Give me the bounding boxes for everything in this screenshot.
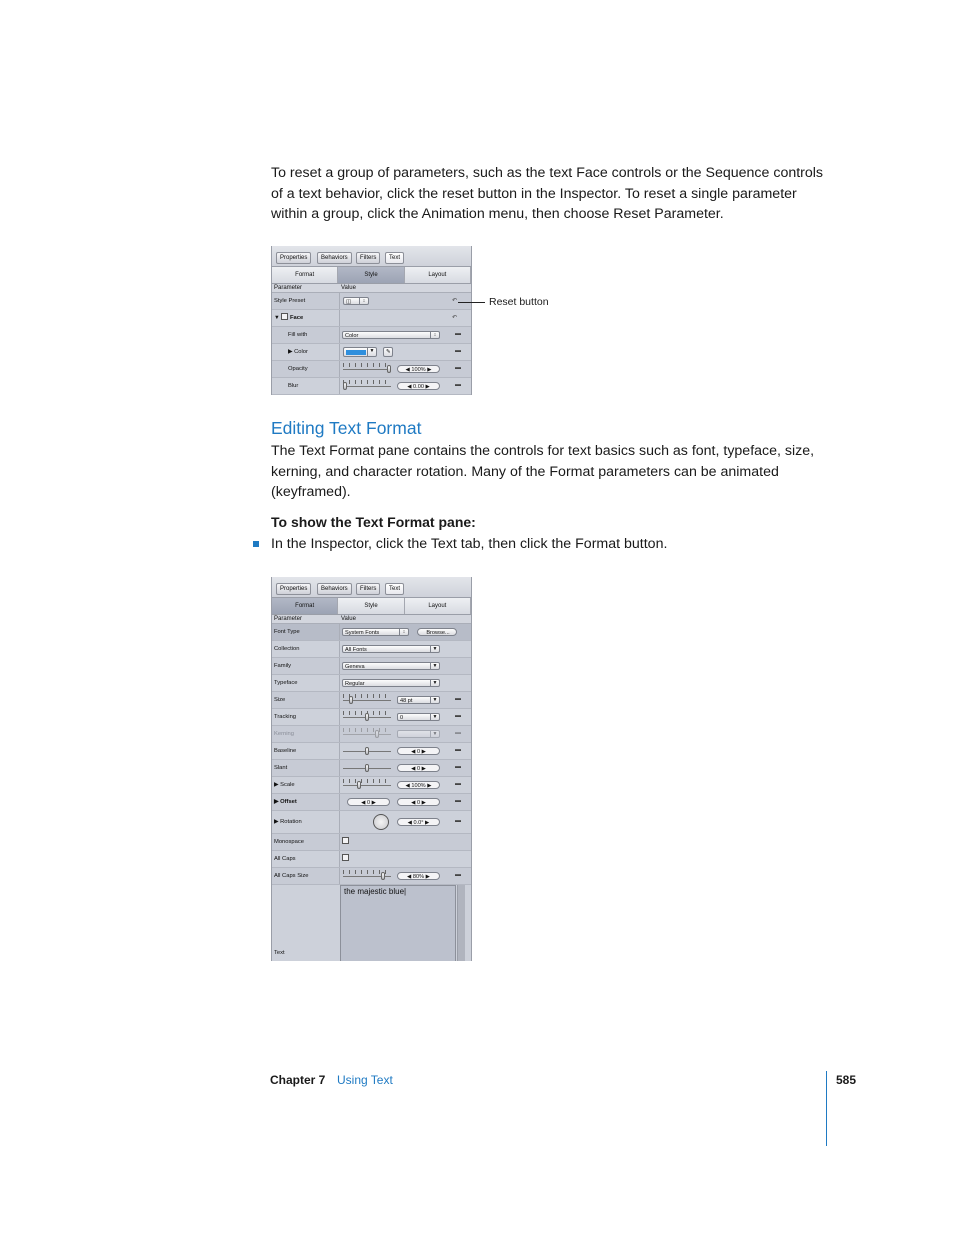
- scale-slider[interactable]: [343, 779, 391, 789]
- offset-label-wrap: ▶ Offset: [274, 799, 297, 805]
- blur-value-field[interactable]: ◀ 0.00 ▶: [397, 382, 440, 390]
- format-button[interactable]: Format: [272, 267, 338, 283]
- tab-properties[interactable]: Properties: [276, 252, 311, 264]
- page-number: 585: [836, 1073, 857, 1087]
- inspector-tab-bar: [272, 577, 471, 597]
- tab-filters[interactable]: Filters: [356, 583, 380, 595]
- text-entry-field[interactable]: the majestic blue|: [340, 885, 456, 961]
- scale-label-wrap: ▶ Scale: [274, 782, 295, 788]
- section-paragraph: The Text Format pane contains the controls for text basics such as font, typeface, size, kerning, and character rotation. Many of the Format parameters can be animated (keyframed).: [271, 443, 815, 500]
- all-caps-checkbox[interactable]: [342, 854, 349, 861]
- offset-animation-icon[interactable]: ▬: [455, 798, 461, 804]
- row-opacity: [272, 361, 471, 378]
- text-scrollbar[interactable]: [457, 885, 465, 961]
- style-preset-label: Style Preset: [274, 298, 306, 304]
- scale-value: 100%: [411, 783, 426, 789]
- opacity-value: 100%: [411, 367, 426, 373]
- style-button[interactable]: Style: [338, 598, 404, 614]
- value-header: Value: [341, 285, 356, 291]
- face-label-wrap: ▼ Face: [274, 315, 304, 321]
- font-type-label: Font Type: [274, 629, 300, 635]
- rotation-label: Rotation: [280, 819, 302, 825]
- tracking-slider[interactable]: [343, 711, 391, 721]
- tab-behaviors[interactable]: Behaviors: [317, 583, 352, 595]
- row-text: [272, 885, 471, 961]
- color-swatch: [346, 350, 366, 355]
- all-caps-size-label: All Caps Size: [274, 873, 309, 879]
- all-caps-size-slider[interactable]: [343, 870, 391, 880]
- baseline-value-field[interactable]: ◀ 0 ▶: [397, 747, 440, 755]
- row-size: [272, 692, 471, 709]
- bullet-step: In the Inspector, click the Text tab, then click the Format button.: [271, 536, 668, 552]
- rotation-label-wrap: ▶ Rotation: [274, 819, 302, 825]
- row-fill-with: [272, 327, 471, 344]
- footer-chapter: Chapter 7: [270, 1073, 326, 1087]
- size-animation-icon[interactable]: ▬: [455, 696, 461, 702]
- mode-tabs: [272, 266, 471, 284]
- footer-divider: [826, 1071, 827, 1146]
- baseline-animation-icon[interactable]: ▬: [455, 747, 461, 753]
- row-tracking: [272, 709, 471, 726]
- row-collection: [272, 641, 471, 658]
- tracking-value: 0: [400, 715, 404, 721]
- task-heading: To show the Text Format pane:: [271, 514, 476, 530]
- blur-value: 0.00: [413, 384, 424, 390]
- family-value: Geneva: [345, 664, 365, 670]
- offset-y-field[interactable]: ◀ 0 ▶: [397, 798, 440, 806]
- baseline-slider[interactable]: [343, 745, 391, 755]
- row-all-caps-size: [272, 868, 471, 885]
- style-preset-popup[interactable]: ◫ ↕: [343, 297, 369, 305]
- opacity-value-field[interactable]: ◀ 100% ▶: [397, 365, 440, 373]
- slant-value-field[interactable]: ◀ 0 ▶: [397, 764, 440, 772]
- color-well[interactable]: ▼: [343, 347, 377, 357]
- fill-with-animation-icon[interactable]: ▬: [455, 331, 461, 337]
- typeface-popup[interactable]: Regular ▼: [342, 679, 440, 687]
- kerning-field: ▼: [397, 730, 440, 738]
- tab-properties[interactable]: Properties: [276, 583, 311, 595]
- tab-filters[interactable]: Filters: [356, 252, 380, 264]
- offset-x-field[interactable]: ◀ 0 ▶: [347, 798, 390, 806]
- kerning-label: Kerning: [274, 731, 294, 737]
- row-slant: [272, 760, 471, 777]
- row-style-preset: [272, 293, 471, 310]
- rotation-value-field[interactable]: ◀ 0.0° ▶: [397, 818, 440, 826]
- face-label: Face: [289, 315, 304, 321]
- all-caps-size-value: 80%: [412, 874, 425, 880]
- collection-popup[interactable]: All Fonts ▼: [342, 645, 440, 653]
- row-blur: [272, 378, 471, 395]
- blur-animation-icon[interactable]: ▬: [455, 382, 461, 388]
- font-type-popup[interactable]: System Fonts ↕: [342, 628, 409, 636]
- all-caps-label: All Caps: [274, 856, 296, 862]
- row-rotation: [272, 811, 471, 834]
- baseline-label: Baseline: [274, 748, 297, 754]
- row-face: [272, 310, 471, 327]
- section-heading: Editing Text Format: [271, 418, 422, 438]
- row-kerning: [272, 726, 471, 743]
- callout-line: [458, 302, 485, 303]
- tracking-label: Tracking: [274, 714, 297, 720]
- offset-label: Offset: [280, 799, 297, 805]
- reset-icon[interactable]: ↶: [451, 298, 457, 304]
- bullet-icon: [253, 541, 259, 547]
- collection-value: All Fonts: [345, 647, 367, 653]
- reset-button-callout: Reset button: [489, 296, 549, 308]
- scale-animation-icon[interactable]: ▬: [455, 781, 461, 787]
- face-checkbox[interactable]: [281, 313, 288, 320]
- slant-slider[interactable]: [343, 762, 391, 772]
- monospace-checkbox[interactable]: [342, 837, 349, 844]
- offset-x-value: 0: [366, 800, 371, 806]
- intro-paragraph: To reset a group of parameters, such as the text Face controls or the Sequence controls of a text behavior, click the reset button in the Inspector. To reset a single parameter within a group, click the Animation menu, then choose Reset Parameter.: [271, 165, 824, 222]
- size-slider[interactable]: [343, 694, 391, 704]
- baseline-value: 0: [416, 749, 421, 755]
- family-label: Family: [274, 663, 292, 669]
- blur-slider[interactable]: [343, 380, 391, 390]
- row-color: [272, 344, 471, 361]
- size-label: Size: [274, 697, 286, 703]
- typeface-value: Regular: [345, 681, 365, 687]
- text-entry-value: the majestic blue: [344, 887, 405, 896]
- parameter-header: Parameter: [274, 616, 303, 622]
- format-button[interactable]: Format: [272, 598, 338, 614]
- font-type-value: System Fonts: [345, 630, 380, 636]
- slant-animation-icon[interactable]: ▬: [455, 764, 461, 770]
- collection-label: Collection: [274, 646, 300, 652]
- fill-with-label: Fill with: [288, 332, 308, 338]
- color-animation-icon[interactable]: ▬: [455, 348, 461, 354]
- column-header: [272, 284, 471, 293]
- color-label-wrap: ▶ Color: [288, 349, 308, 355]
- scale-label: Scale: [280, 782, 295, 788]
- tracking-field[interactable]: 0 ▼: [397, 713, 440, 721]
- tab-text[interactable]: Text: [385, 583, 404, 595]
- size-value: 48 pt: [400, 698, 413, 704]
- inspector-style-pane: [271, 246, 472, 395]
- row-offset: [272, 794, 471, 811]
- opacity-animation-icon[interactable]: ▬: [455, 365, 461, 371]
- monospace-label: Monospace: [274, 839, 304, 845]
- tab-behaviors[interactable]: Behaviors: [317, 252, 352, 264]
- inspector-tab-bar: [272, 246, 471, 266]
- size-field[interactable]: 48 pt ▼: [397, 696, 440, 704]
- column-header: [272, 615, 471, 624]
- rotation-animation-icon[interactable]: ▬: [455, 818, 461, 824]
- tracking-animation-icon[interactable]: ▬: [455, 713, 461, 719]
- row-typeface: [272, 675, 471, 692]
- kerning-slider: [343, 728, 391, 738]
- footer-chapter-title[interactable]: Using Text: [337, 1073, 393, 1087]
- row-family: [272, 658, 471, 675]
- row-monospace: [272, 834, 471, 851]
- inspector-format-pane: [271, 577, 472, 961]
- browse-button[interactable]: Browse...: [417, 628, 457, 636]
- blur-label: Blur: [288, 383, 299, 389]
- typeface-label: Typeface: [274, 680, 298, 686]
- all-caps-size-value-field[interactable]: ◀ 80% ▶: [397, 872, 440, 880]
- offset-y-value: 0: [416, 800, 421, 806]
- eyedropper-icon[interactable]: ✎: [383, 347, 393, 357]
- scale-value-field[interactable]: ◀ 100% ▶: [397, 781, 440, 789]
- text-label: Text: [274, 950, 285, 956]
- row-baseline: [272, 743, 471, 760]
- opacity-label: Opacity: [288, 366, 308, 372]
- slant-label: Slant: [274, 765, 288, 771]
- row-scale: [272, 777, 471, 794]
- all-caps-size-animation-icon[interactable]: ▬: [455, 872, 461, 878]
- family-popup[interactable]: Geneva ▼: [342, 662, 440, 670]
- opacity-slider[interactable]: [343, 363, 391, 373]
- kerning-animation-icon: ▬: [455, 730, 461, 736]
- row-all-caps: [272, 851, 471, 868]
- rotation-dial[interactable]: [373, 814, 389, 830]
- rotation-value: 0.0°: [413, 820, 424, 826]
- face-reset-icon[interactable]: ↶: [451, 315, 457, 321]
- tab-text[interactable]: Text: [385, 252, 404, 264]
- fill-with-value: Color: [345, 333, 359, 339]
- layout-button[interactable]: Layout: [405, 598, 471, 614]
- value-header: Value: [341, 616, 356, 622]
- color-label: Color: [294, 349, 308, 355]
- slant-value: 0: [416, 766, 421, 772]
- fill-with-popup[interactable]: Color ↕: [342, 331, 440, 339]
- row-font-type: [272, 624, 471, 641]
- mode-tabs: [272, 597, 471, 615]
- layout-button[interactable]: Layout: [405, 267, 471, 283]
- parameter-header: Parameter: [274, 285, 303, 291]
- style-button[interactable]: Style: [338, 267, 404, 283]
